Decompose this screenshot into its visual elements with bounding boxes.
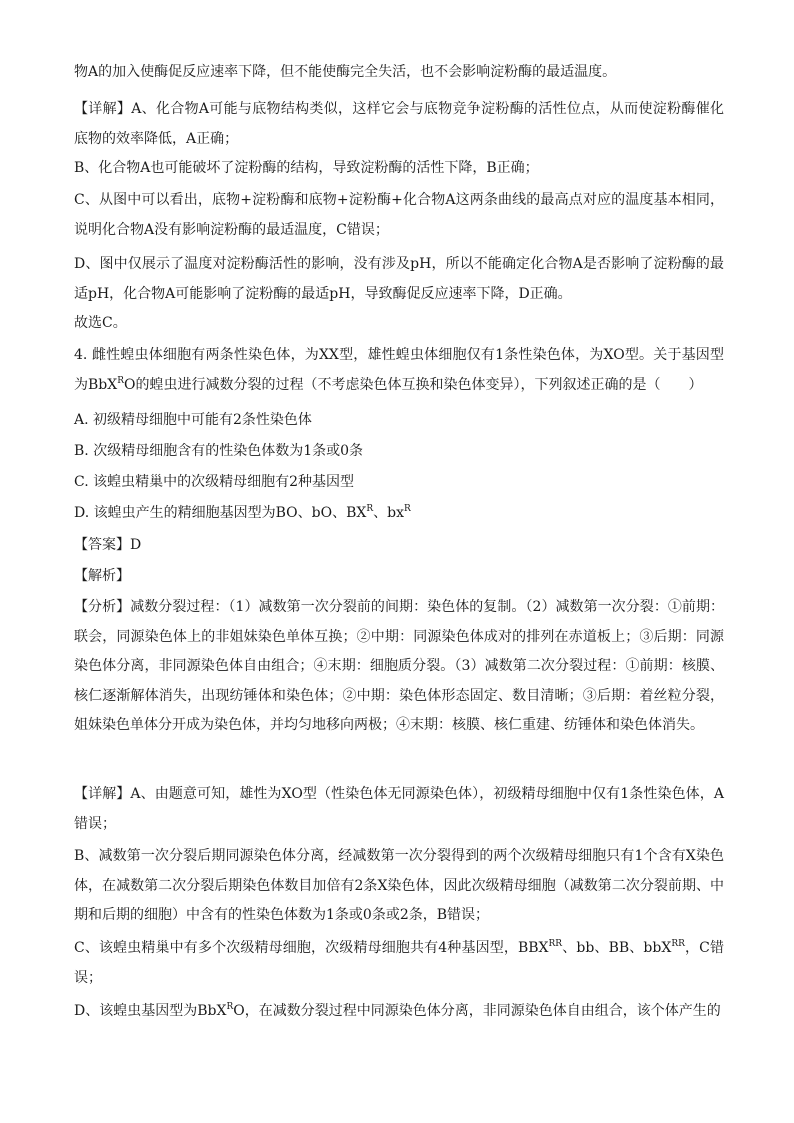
- analysis-tag: 【分析】: [74, 599, 131, 615]
- analysis-paragraph: [74, 593, 724, 741]
- question-4-stem: [74, 341, 724, 400]
- detail-paragraph-b: B、化合物A也可能破坏了淀粉酶的结构，导致淀粉酶的活性下降，B正确；: [74, 160, 539, 176]
- option-d-sup-2: R: [404, 504, 411, 514]
- question-4-sup: R: [117, 375, 124, 386]
- choice-statement: 故选C。: [74, 315, 127, 331]
- question-4-text-b: O的蝗虫进行减数分裂的过程（不考虑染色体互换和染色体变异），下列叙述正确的是（ ）: [124, 376, 703, 393]
- detail2-text-a: A、由题意可知，雄性为XO型（性染色体无同源染色体），初级精母细胞中仅有1条性染色体，A错误；: [74, 786, 724, 832]
- detail2-paragraph-d: [74, 997, 724, 1027]
- detail2-d-text-b: O，在减数分裂过程中同源染色体分离，非同源染色体自由组合，该个体产生的: [233, 1003, 721, 1019]
- continuation-paragraph: 物A的加入使酶促反应速率下降，但不能使酶完全失活，也不会影响淀粉酶的最适温度。: [74, 64, 617, 80]
- detail2-d-text-a: D、该蝗虫基因型为BbX: [74, 1003, 227, 1019]
- question-4-x: X: [107, 376, 118, 393]
- option-d-text-b: 、bx: [373, 505, 404, 521]
- detail2-c-text-b: 、bb、BB、bbX: [562, 940, 672, 956]
- detail2-paragraph-c: [74, 934, 724, 993]
- option-b: B. 次级精母细胞含有的性染色体数为1条或0条: [74, 443, 364, 459]
- detail-paragraph-d: D、图中仅展示了温度对淀粉酶活性的影响，没有涉及pH，所以不能确定化合物A是否影响了淀粉酶的最适pH，化合物A可能影响了淀粉酶的最适pH，导致酶促反应速率下降，D正确。: [74, 256, 724, 302]
- detail2-c-sup-2: RR: [671, 939, 685, 949]
- option-d-text-a: D. 该蝗虫产生的精细胞基因型为BO、bO、BX: [74, 505, 367, 521]
- detail2-c-text-c: ，C错误；: [74, 940, 724, 986]
- detail-tag: 【详解】: [74, 101, 132, 117]
- option-d-sup-1: R: [366, 504, 374, 514]
- detail2-d-sup: R: [226, 1002, 234, 1012]
- detail2-c-text-a: C、该蝗虫精巢中有多个次级精母细胞，次级精母细胞共有4种基因型，BBX: [74, 940, 549, 956]
- option-d: [74, 499, 714, 528]
- detail2-tag: 【详解】: [74, 786, 131, 802]
- option-a: A. 初级精母细胞中可能有2条性染色体: [74, 412, 312, 428]
- question-4-text-a: 4. 雌性蝗虫体细胞有两条性染色体，为XX型，雄性蝗虫体细胞仅有1条性染色体，为XO型。关于基因型为Bb: [74, 347, 724, 393]
- detail2-paragraph-b: B、减数第一次分裂后期同源染色体分离，经减数第一次分裂得到的两个次级精母细胞只有1个含有X染色体，在减数第二次分裂后期染色体数目加倍有2条X染色体，因此次级精母细胞（减数第二次分裂前期、中期和后期的细胞）中含有的性染色体数为1条或0条或2条，B错误；: [74, 848, 724, 923]
- analysis-text: 减数分裂过程：（1）减数第一次分裂前的间期：染色体的复制。（2）减数第一次分裂：①前期：联会，同源染色体上的非姐妹染色单体互换；②中期：同源染色体成对的排列在赤道板上；③后期：同源染色体分离，非同源染色体自由组合；④末期：细胞质分裂。（3）减数第二次分裂过程：①前期：核膜、核仁逐渐解体消失，出现纺锤体和染色体；②中期：染色体形态固定、数目清晰；③后期：着丝粒分裂，姐妹染色单体分开成为染色体，并均匀地移向两极；④末期：核膜、核仁重建、纺锤体和染色体消失。: [74, 599, 725, 733]
- detail2-c-sup-1: RR: [548, 939, 563, 949]
- analysis-heading: 【解析】: [74, 568, 130, 584]
- detail-paragraph-c: C、从图中可以看出，底物+淀粉酶和底物+淀粉酶+化合物A这两条曲线的最高点对应的温度基本相同，说明化合物A没有影响淀粉酶的最适温度，C错误；: [74, 192, 724, 238]
- detail-paragraph-a: [74, 95, 724, 154]
- option-c: C. 该蝗虫精巢中的次级精母细胞有2种基因型: [74, 474, 355, 490]
- answer-line: 【答案】D: [74, 537, 142, 553]
- detail2-paragraph-a: [74, 780, 724, 839]
- detail-text-a: A、化合物A可能与底物结构类似，这样它会与底物竞争淀粉酶的活性位点，从而使淀粉酶催化底物的效率降低，A正确；: [74, 101, 725, 147]
